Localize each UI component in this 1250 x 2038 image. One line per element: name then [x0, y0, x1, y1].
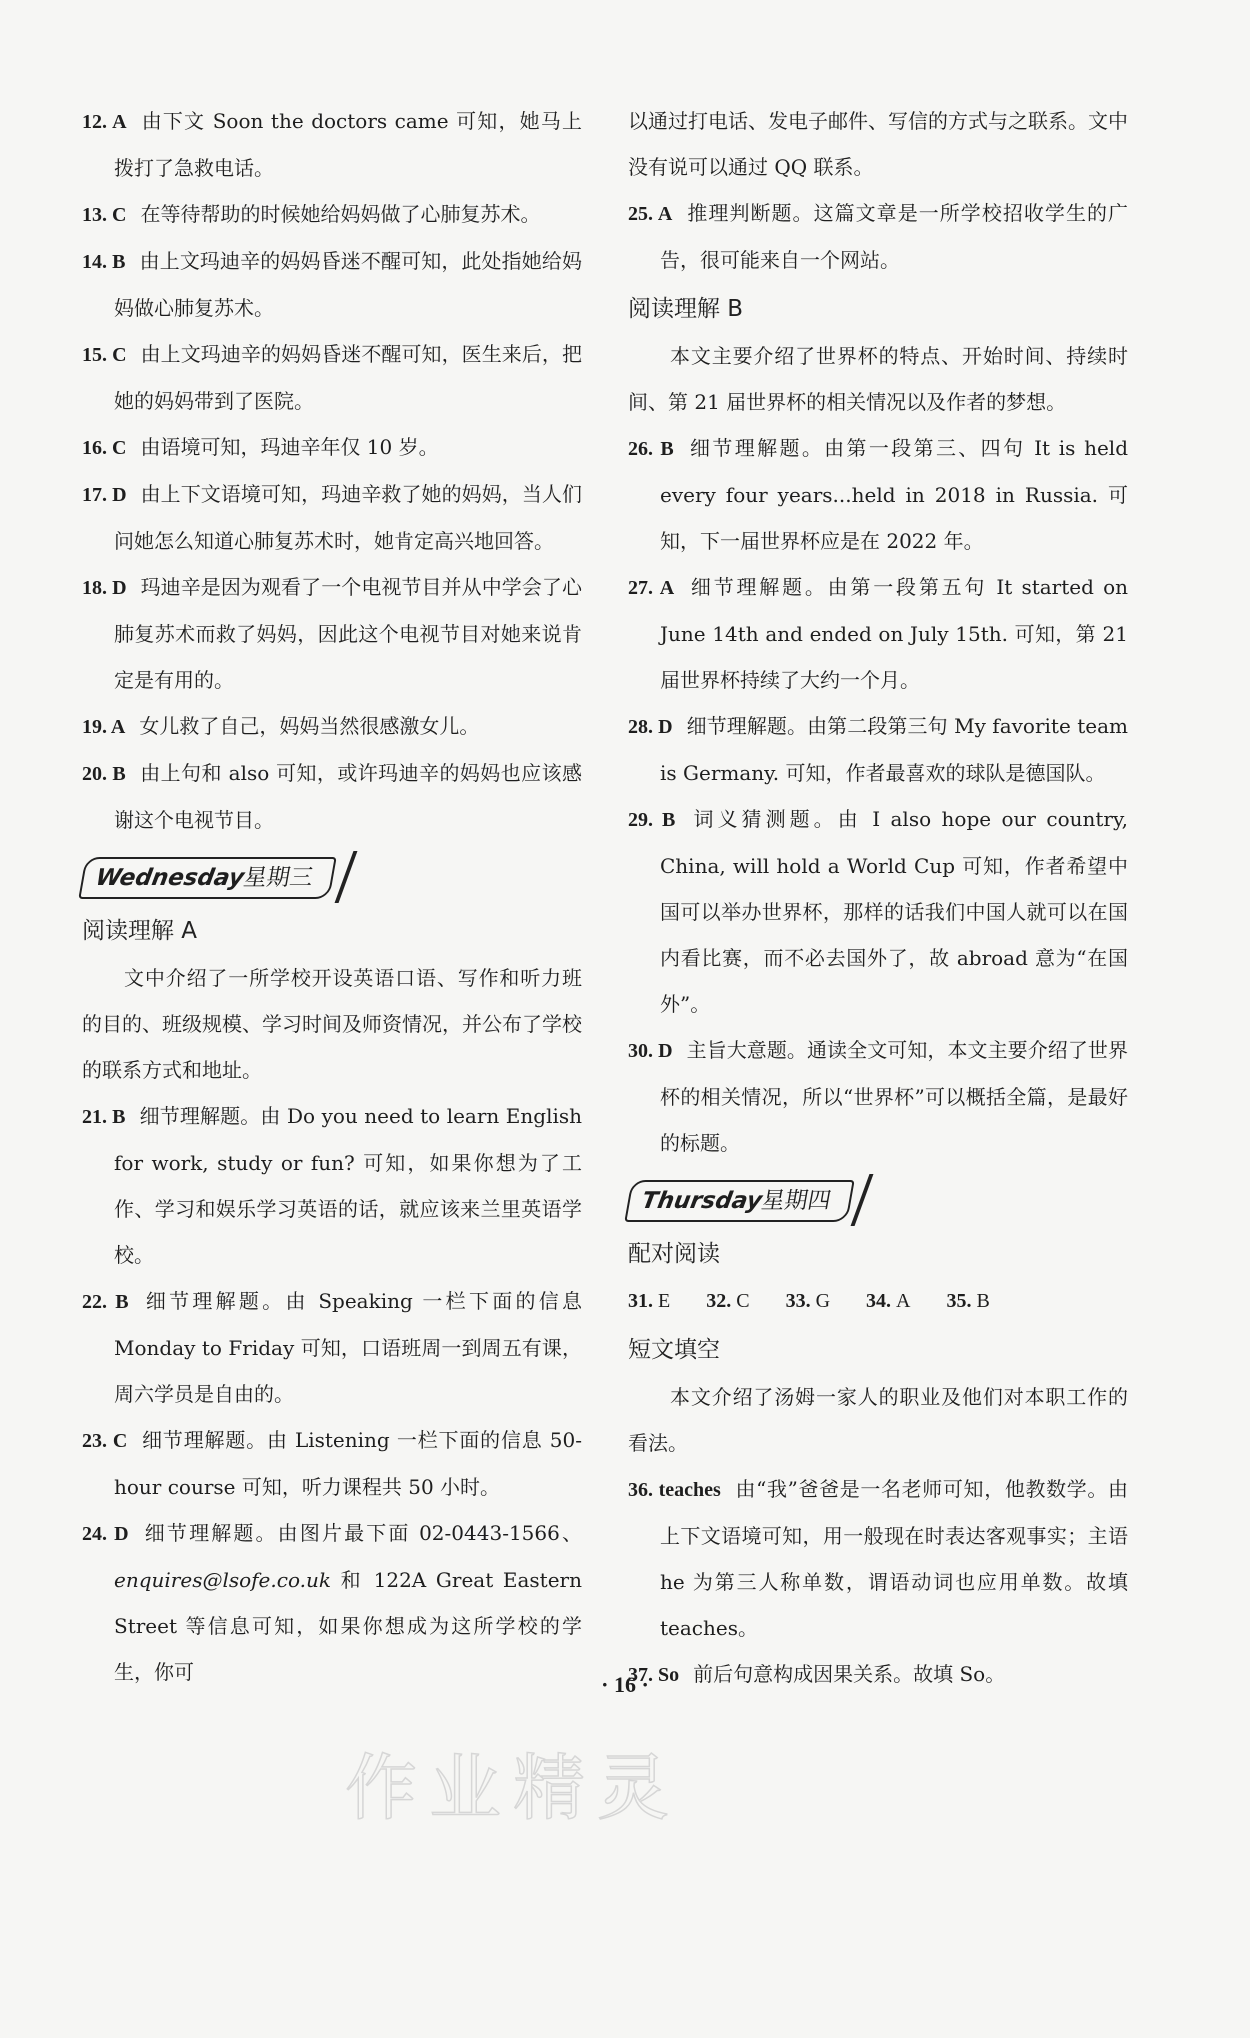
answer-explanation: 细节理解题。由第二段第三句 My favorite team is Germany. 可知，作者最喜欢的球队是德国队。 [660, 714, 1128, 785]
watermark-text: 作业精灵 [345, 1746, 682, 1830]
answer-item-24: 24. D 细节理解题。由图片最下面 02-0443-1566、enquires@lsofe.co.uk 和 122A Great Eastern Street 等信息可知，如果你想成为这所学校的学生，你可 [82, 1521, 582, 1684]
thursday-label: Thursday星期四 [624, 1180, 854, 1222]
answer-24-continuation: 以通过打电话、发电子邮件、写信的方式与之联系。文中没有说可以通过 QQ 联系。 [628, 109, 1128, 179]
answer-item [82, 424, 582, 471]
match-answer: 31. E [628, 1290, 671, 1312]
banner-divider [335, 851, 358, 903]
answer-explanation: 细节理解题。由第一段第五句 It started on June 14th and ended on July 15th. 可知，第 21 届世界杯持续了大约一个月。 [660, 575, 1128, 692]
answer-item [82, 703, 582, 750]
page-number: · 16 · [601, 1672, 649, 1697]
day-banner-thursday [628, 1174, 908, 1224]
answer-item [82, 471, 582, 564]
answer-explanation: 细节理解题。由第一段第三、四句 It is held every four years...held in 2018 in Russia. 可知，下一届世界杯应是在 2022 年。 [660, 436, 1128, 553]
answer-explanation: 由上句和 also 可知，或许玛迪辛的妈妈也应该感谢这个电视节目。 [114, 761, 582, 832]
answer-number: 21. B [82, 1106, 126, 1128]
answer-number: 13. C [82, 204, 127, 226]
answer-item [628, 796, 1128, 1027]
passage-intro-a: 文中介绍了一所学校开设英语口语、写作和听力班的目的、班级规模、学习时间及师资情况，并公布了学校的联系方式和地址。 [82, 966, 582, 1082]
answer-item [628, 425, 1128, 564]
answer-item [628, 564, 1128, 703]
answer-item [82, 98, 582, 191]
match-answer: 32. C [706, 1290, 750, 1312]
answer-number: 23. C [82, 1430, 128, 1452]
answer-explanation: 主旨大意题。通读全文可知，本文主要介绍了世界杯的相关情况，所以“世界杯”可以概括全篇，是最好的标题。 [660, 1038, 1128, 1155]
answer-item [628, 703, 1128, 796]
section-heading-reading-b: 阅读理解 B [628, 296, 744, 322]
answer-number: 22. B [82, 1291, 129, 1313]
matching-answers [628, 1278, 1128, 1324]
passage-intro-fill: 本文介绍了汤姆一家人的职业及他们对本职工作的看法。 [628, 1385, 1128, 1455]
answer-explanation: 在等待帮助的时候她给妈妈做了心肺复苏术。 [140, 202, 541, 226]
section-heading-reading-a: 阅读理解 A [82, 918, 198, 944]
answer-item [82, 1417, 582, 1510]
match-answer: 33. G [785, 1290, 831, 1312]
answer-item [82, 1093, 582, 1278]
answer-item [82, 191, 582, 238]
answer-explanation: 词义猜测题。由 I also hope our country, China, will hold a World Cup 可知，作者希望中国可以举办世界杯，那样的话我们中国人就可以在国内看比赛，而不必去国外了，故 abroad 意为“在国外”。 [660, 807, 1128, 1016]
answer-number: 12. A [82, 111, 127, 133]
email-address: enquires@lsofe.co.uk [114, 1568, 332, 1592]
section-heading-fill-blank: 短文填空 [628, 1337, 720, 1363]
section-heading-matching: 配对阅读 [628, 1241, 720, 1267]
answer-explanation: 细节理解题。由 Speaking 一栏下面的信息 Monday to Friday 可知，口语班周一到周五有课，周六学员是自由的。 [114, 1289, 582, 1406]
answers-21-23 [82, 1093, 582, 1510]
match-answer: 35. B [946, 1290, 990, 1312]
answer-explanation: 细节理解题。由 Do you need to learn English for work, study or fun? 可知，如果你想为了工作、学习和娱乐学习英语的话，就应该来兰里英语学校。 [114, 1104, 583, 1267]
passage-intro-b: 本文主要介绍了世界杯的特点、开始时间、持续时间、第 21 届世界杯的相关情况以及作者的梦想。 [628, 344, 1128, 414]
answer-number: 19. A [82, 716, 126, 738]
day-banner-wednesday [82, 851, 362, 901]
answer-explanation: 由上文玛迪辛的妈妈昏迷不醒可知，此处指她给妈妈做心肺复苏术。 [114, 249, 583, 320]
answer-number: 14. B [82, 251, 126, 273]
answer-number: 27. A [628, 577, 675, 599]
answer-item-25: 25. A 推理判断题。这篇文章是一所学校招收学生的广告，很可能来自一个网站。 [628, 201, 1129, 272]
answer-explanation: 女儿救了自己，妈妈当然很感激女儿。 [139, 714, 480, 738]
answer-number: 36. teaches [628, 1479, 721, 1501]
answer-number: 28. D [628, 716, 673, 738]
answers-36-37 [628, 1466, 1128, 1698]
answers-12-20 [82, 98, 582, 843]
answer-item [82, 564, 582, 703]
right-column [628, 98, 1128, 1698]
left-column [82, 98, 582, 1695]
answer-item [628, 1466, 1128, 1651]
answer-explanation: 由上文玛迪辛的妈妈昏迷不醒可知，医生来后，把她的妈妈带到了医院。 [114, 342, 582, 413]
answer-item [82, 238, 582, 331]
match-answer: 34. A [866, 1290, 911, 1312]
answer-number: 26. B [628, 438, 674, 460]
answer-explanation: 由上下文语境可知，玛迪辛救了她的妈妈，当人们问她怎么知道心肺复苏术时，她肯定高兴地回答。 [114, 482, 582, 553]
answer-number: 29. B [628, 809, 676, 831]
answer-number: 20. B [82, 763, 126, 785]
answer-number: 37. So [628, 1664, 680, 1686]
answer-explanation: 由语境可知，玛迪辛年仅 10 岁。 [140, 435, 439, 459]
answer-explanation: 细节理解题。由 Listening 一栏下面的信息 50-hour course 可知，听力课程共 50 小时。 [114, 1428, 582, 1499]
answer-number: 16. C [82, 437, 127, 459]
answer-explanation: 前后句意构成因果关系。故填 So。 [693, 1662, 1006, 1686]
answer-explanation: 玛迪辛是因为观看了一个电视节目并从中学会了心肺复苏术而救了妈妈，因此这个电视节目对她来说肯定是有用的。 [114, 575, 582, 692]
answer-item [82, 1278, 582, 1417]
answer-item [82, 750, 582, 843]
answer-number: 15. C [82, 344, 127, 366]
wednesday-label: Wednesday星期三 [78, 857, 336, 899]
answer-number: 17. D [82, 484, 127, 506]
answer-item [628, 1027, 1128, 1166]
answer-explanation: 由下文 Soon the doctors came 可知，她马上拨打了急救电话。 [114, 109, 582, 180]
answer-number: 30. D [628, 1040, 673, 1062]
answer-item [82, 331, 582, 424]
answers-26-30 [628, 425, 1128, 1166]
answer-explanation: 由“我”爸爸是一名老师可知，他教数学。由上下文语境可知，用一般现在时表达客观事实；主语 he 为第三人称单数，谓语动词也应用单数。故填 teaches。 [660, 1477, 1129, 1640]
answer-number: 18. D [82, 577, 127, 599]
